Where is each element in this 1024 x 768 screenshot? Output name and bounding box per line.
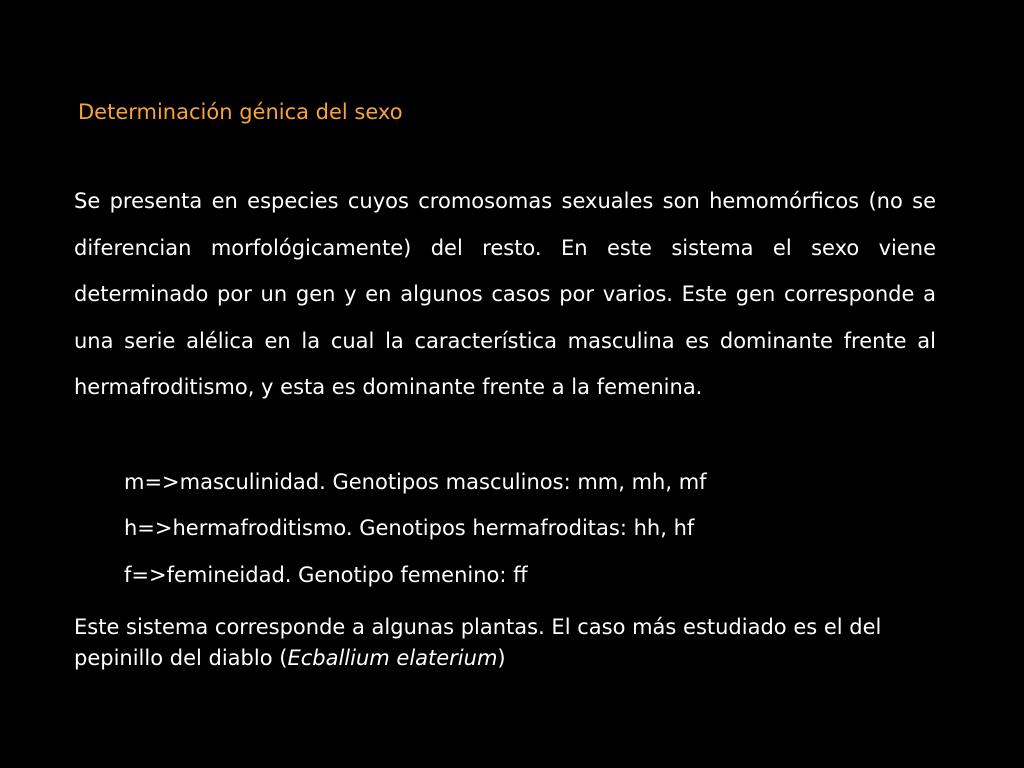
slide-title: Determinación génica del sexo xyxy=(78,100,403,124)
scientific-name: Ecballium elaterium xyxy=(287,646,498,670)
closing-text: Este sistema corresponde a algunas plantas. El caso más estudiado es el del pepinillo del diablo ( xyxy=(74,615,882,670)
closing-paren: ) xyxy=(497,646,506,670)
closing-paragraph xyxy=(74,612,954,674)
genotype-line-hermaphrodite: h=>hermafroditismo. Genotipos hermafroditas: hh, hf xyxy=(124,516,695,540)
genotype-line-feminine: f=>femineidad. Genotipo femenino: ff xyxy=(124,563,528,587)
intro-paragraph: Se presenta en especies cuyos cromosomas sexuales son hemomórficos (no se diferencian morfológicamente) del resto. En este sistema el sexo viene determinado por un gen y en algunos casos por varios. Este gen corresponde a una serie alélica en la cual la característica masculina es dominante frente al hermafroditismo, y esta es dominante frente a la femenina. xyxy=(74,189,936,399)
genotype-line-masculine: m=>masculinidad. Genotipos masculinos: mm, mh, mf xyxy=(124,470,707,494)
